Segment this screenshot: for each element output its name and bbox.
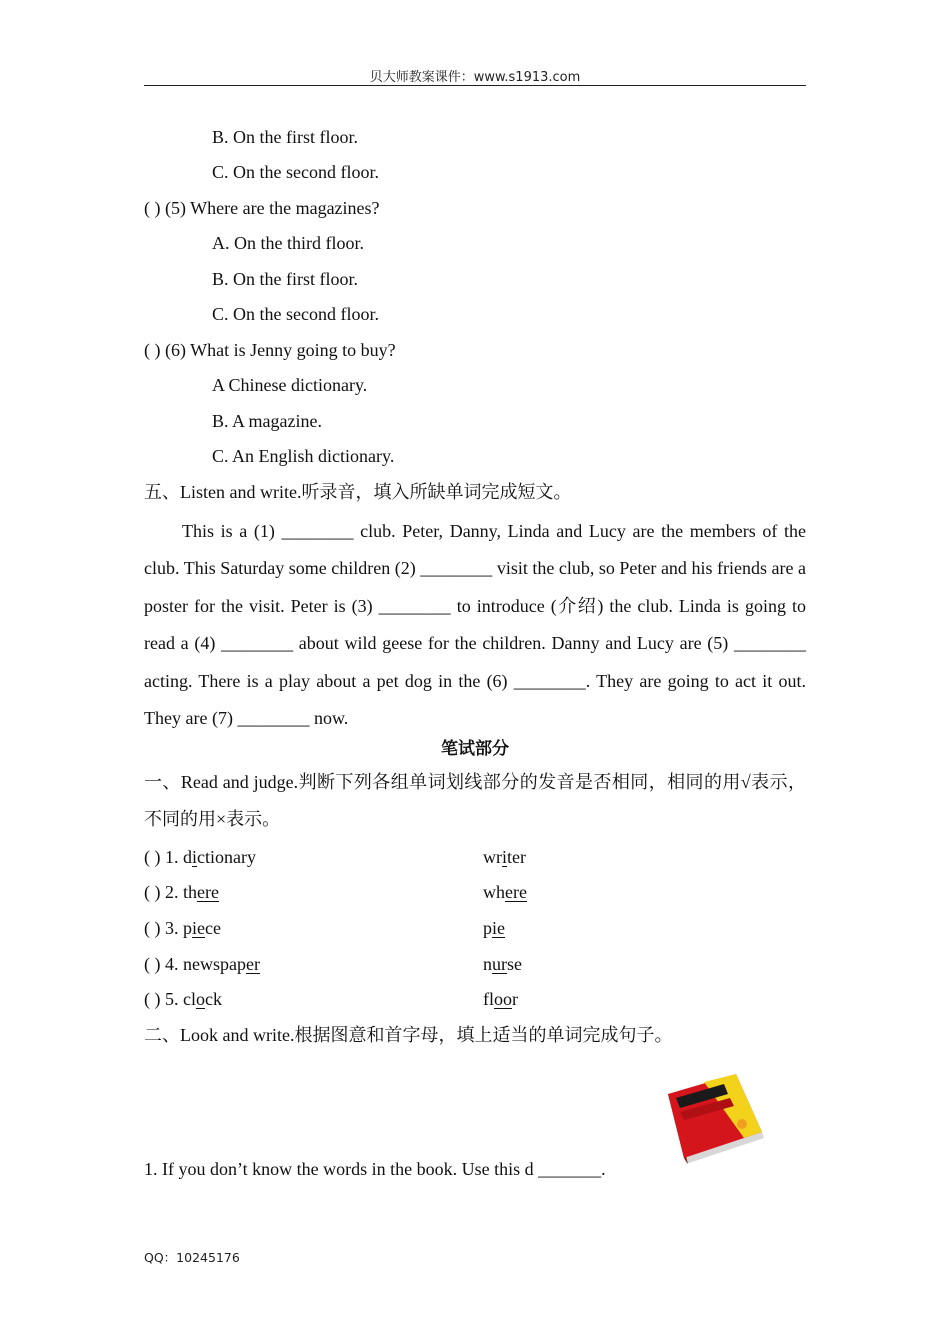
- word-part: d: [183, 847, 192, 867]
- underlined-sound: er: [245, 954, 260, 974]
- dictionary-book-image: [664, 1072, 768, 1164]
- word-part: th: [183, 882, 198, 902]
- section1-title: 一、Read and judge.判断下列各组单词划线部分的发音是否相同，相同的用√表示，不同的用×表示。: [144, 772, 806, 829]
- section5-title: 五、Listen and write.听录音，填入所缺单词完成短文。: [144, 482, 572, 502]
- judge-item-number: ( ) 4.: [144, 954, 183, 974]
- word-part: wh: [483, 882, 505, 902]
- q6-option-a: A Chinese dictionary.: [212, 375, 368, 395]
- footer-qq: QQ：10245176: [144, 1250, 240, 1265]
- look-write-q1: 1. If you don’t know the words in the book. Use this d _______.: [144, 1159, 606, 1179]
- q6-option-c: C. An English dictionary.: [212, 446, 395, 466]
- word-part: p: [483, 918, 492, 938]
- underlined-sound: ie: [492, 918, 505, 938]
- underlined-sound: ere: [505, 882, 527, 902]
- q6-stem: ( ) (6) What is Jenny going to buy?: [144, 340, 396, 360]
- judge-item-number: ( ) 5.: [144, 989, 183, 1009]
- word-part: ter: [507, 847, 526, 867]
- judge-item-3-word1: [144, 917, 221, 939]
- judge-item-number: ( ) 1.: [144, 847, 183, 867]
- judge-item-4-word2: [483, 953, 522, 975]
- word-part: fl: [483, 989, 494, 1009]
- section2-title: 二、Look and write.根据图意和首字母，填上适当的单词完成句子。: [144, 1025, 673, 1045]
- q5-option-a: A. On the third floor.: [212, 233, 364, 253]
- q6-option-b: B. A magazine.: [212, 411, 322, 431]
- word-part: ck: [205, 989, 222, 1009]
- header-rule: [144, 85, 806, 86]
- underlined-sound: ere: [197, 882, 219, 902]
- word-part: cl: [183, 989, 196, 1009]
- word-part: r: [512, 989, 518, 1009]
- q4-option-c: C. On the second floor.: [212, 162, 379, 182]
- word-part: ce: [205, 918, 221, 938]
- underlined-sound: i: [192, 847, 198, 867]
- judge-item-number: ( ) 3.: [144, 918, 183, 938]
- q4-option-b: B. On the first floor.: [212, 127, 358, 147]
- judge-item-2-word2: [483, 881, 527, 903]
- judge-item-1-word2: [483, 846, 526, 868]
- judge-item-5-word2: [483, 988, 518, 1010]
- underlined-sound: o: [196, 989, 205, 1009]
- judge-item-1-word1: [144, 846, 256, 868]
- underlined-sound: oo: [494, 989, 512, 1009]
- underlined-sound: i: [502, 847, 508, 867]
- listening-passage: This is a (1) ________ club. Peter, Danny, Linda and Lucy are the members of the club. This Saturday some children (2) ________ visit the club, so Peter and his friends are a poster for the visit. Peter is (3) ________ to introduce (介绍) the club. Linda is going to read a (4) ________ about wild geese for the children. Danny and Lucy are (5) ________ acting. There is a play about a pet dog in the (6) ________. They are going to act it out. They are (7) ________ now.: [144, 521, 806, 729]
- q5-stem: ( ) (5) Where are the magazines?: [144, 198, 380, 218]
- word-part: se: [507, 954, 522, 974]
- q5-option-b: B. On the first floor.: [212, 269, 358, 289]
- judge-item-5-word1: [144, 988, 222, 1010]
- judge-item-2-word1: [144, 881, 219, 903]
- page-header: 贝大师教案课件：www.s1913.com: [369, 70, 581, 85]
- written-part-title: 笔试部分: [441, 739, 509, 759]
- word-part: p: [183, 918, 192, 938]
- word-part: newspap: [183, 954, 246, 974]
- underlined-sound: ur: [492, 954, 507, 974]
- judge-item-3-word2: [483, 917, 505, 939]
- word-part: n: [483, 954, 492, 974]
- judge-item-4-word1: [144, 953, 260, 975]
- q5-option-c: C. On the second floor.: [212, 304, 379, 324]
- underlined-sound: ie: [192, 918, 205, 938]
- word-part: wr: [483, 847, 502, 867]
- word-part: ctionary: [197, 847, 256, 867]
- judge-item-number: ( ) 2.: [144, 882, 183, 902]
